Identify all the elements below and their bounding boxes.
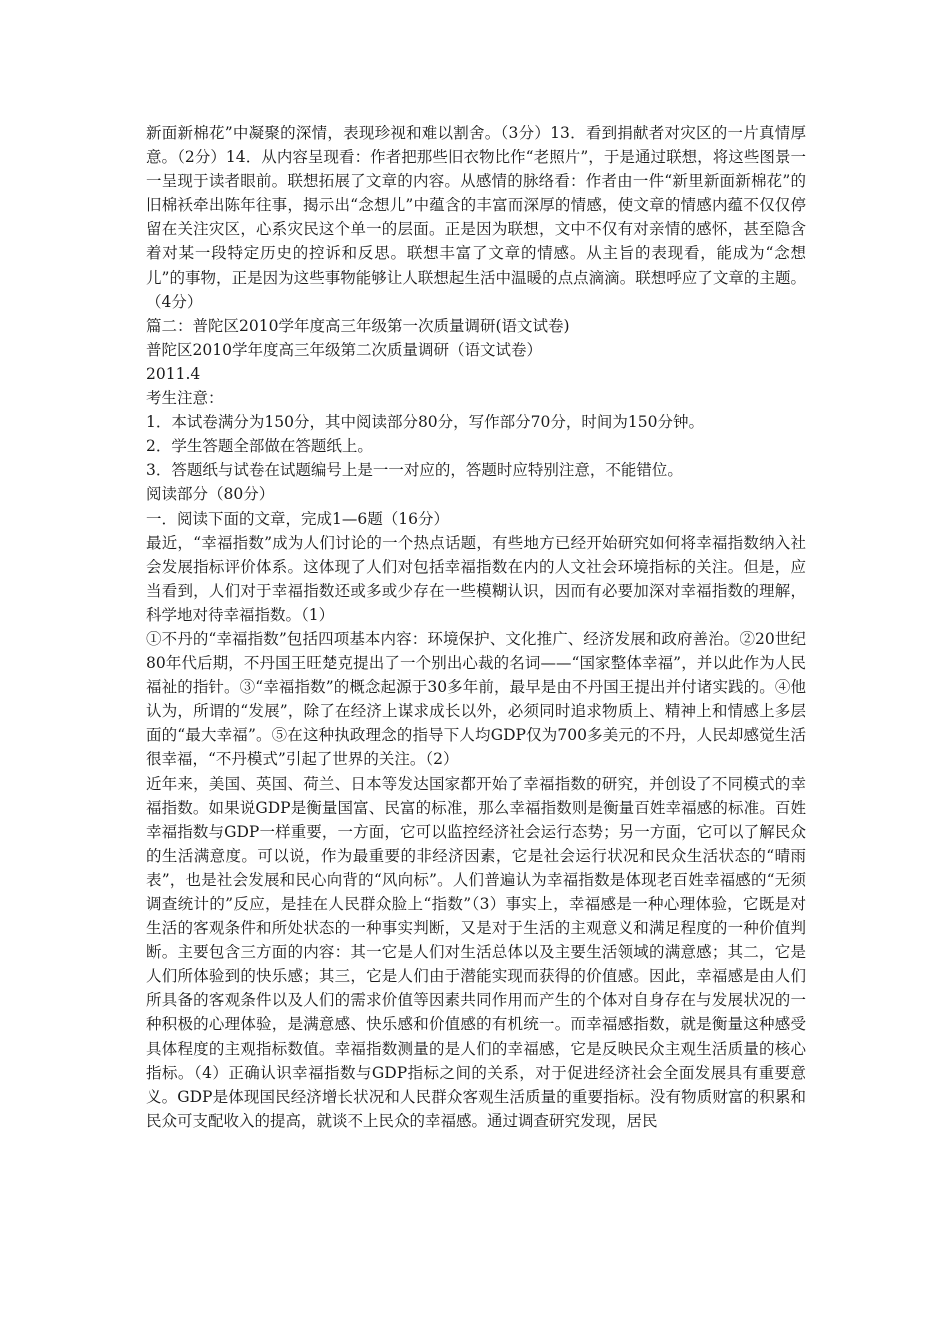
exam-date: 2011.4	[146, 364, 201, 383]
notice-item-2: 2．学生答题全部做在答题纸上。	[146, 437, 373, 456]
document-page	[146, 121, 806, 1133]
notice-item-1: 1．本试卷满分为150分，其中阅读部分80分，写作部分70分，时间为150分钟。	[146, 413, 704, 432]
article-paragraph-3: 近年来，美国、英国、荷兰、日本等发达国家都开始了幸福指数的研究，并创设了不同模式的幸福指数。如果说GDP是衡量国富、民富的标准，那么幸福指数则是衡量百姓幸福感的标准。百姓幸福指数与GDP一样重要，一方面，它可以监控经济社会运行态势；另一方面，它可以了解民众的生活满意度。可以说，作为最重要的非经济因素，它是社会运行状况和民众生活状态的“晴雨表”，也是社会发展和民心向背的“风向标”。人们普遍认为幸福指数是体现老百姓幸福感的“无须调查统计的”反应，是挂在人民群众脸上“指数”（3）事实上，幸福感是一种心理体验，它既是对生活的客观条件和所处状态的一种事实判断，又是对于生活的主观意义和满足程度的一种价值判断。主要包含三方面的内容：其一它是人们对生活总体以及主要生活领域的满意感；其二，它是人们所体验到的快乐感；其三，它是人们由于潜能实现而获得的价值感。因此，幸福感是由人们所具备的客观条件以及人们的需求价值等因素共同作用而产生的个体对自身存在与发展状况的一种积极的心理体验，是满意感、快乐感和价值感的有机统一。而幸福感指数，就是衡量这种感受具体程度的主观指标数值。幸福指数测量的是人们的幸福感，它是反映民众主观生活质量的核心指标。（4）正确认识幸福指数与GDP指标之间的关系，对于促进经济社会全面发展具有重要意义。GDP是体现国民经济增长状况和人民群众客观生活质量的重要指标。没有物质财富的积累和民众可支配收入的提高，就谈不上民众的幸福感。通过调查研究发现，居民	[146, 774, 806, 1130]
exam-title: 普陀区2010学年度高三年级第二次质量调研（语文试卷）	[146, 340, 542, 359]
notice-item-3: 3．答题纸与试卷在试题编号上是一一对应的，答题时应特别注意，不能错位。	[146, 461, 683, 480]
answer-paragraph: 新面新棉花”中凝聚的深情，表现珍视和难以割舍。（3分）13．看到捐献者对灾区的一片真情厚意。（2分）14．从内容呈现看：作者把那些旧衣物比作“老照片”，于是通过联想，将这些图景一一呈现于读者眼前。联想拓展了文章的内容。从感情的脉络看：作者由一件“新里新面新棉花”的旧棉袄牵出陈年往事，揭示出“念想儿”中蕴含的丰富而深厚的情感，使文章的情感内蕴不仅仅停留在关注灾区，心系灾民这个单一的层面。正是因为联想，文中不仅有对亲情的感怀，甚至隐含着对某一段特定历史的控诉和反思。联想丰富了文章的情感。从主旨的表现看，能成为“念想儿”的事物，正是因为这些事物能够让人联想起生活中温暖的点点滴滴。联想呼应了文章的主题。（4分）	[146, 124, 806, 311]
article-paragraph-2: ①不丹的“幸福指数”包括四项基本内容：环境保护、文化推广、经济发展和政府善治。②20世纪80年代后期，不丹国王旺楚克提出了一个别出心裁的名词——“国家整体幸福”，并以此作为人民福祉的指针。③“幸福指数”的概念起源于30多年前，最早是由不丹国王提出并付诸实践的。④他认为，所谓的“发展”，除了在经济上谋求成长以外，必须同时追求物质上、精神上和情感上多层面的“最大幸福”。⑤在这种执政理念的指导下人均GDP仅为700多美元的不丹，人民却感觉生活很幸福，“不丹模式”引起了世界的关注。（2）	[146, 629, 806, 769]
notice-heading: 考生注意：	[146, 389, 224, 408]
section-heading: 篇二：普陀区2010学年度高三年级第一次质量调研(语文试卷)	[146, 316, 570, 335]
question-instruction: 一．阅读下面的文章，完成1—6题（16分）	[146, 509, 449, 528]
article-paragraph-1: 最近，“幸福指数”成为人们讨论的一个热点话题，有些地方已经开始研究如何将幸福指数纳入社会发展指标评价体系。这体现了人们对包括幸福指数在内的人文社会环境指标的关注。但是，应当看到，人们对于幸福指数还或多或少存在一些模糊认识，因而有必要加深对幸福指数的理解，科学地对待幸福指数。（1）	[146, 533, 806, 624]
reading-section-heading: 阅读部分（80分）	[146, 485, 275, 504]
